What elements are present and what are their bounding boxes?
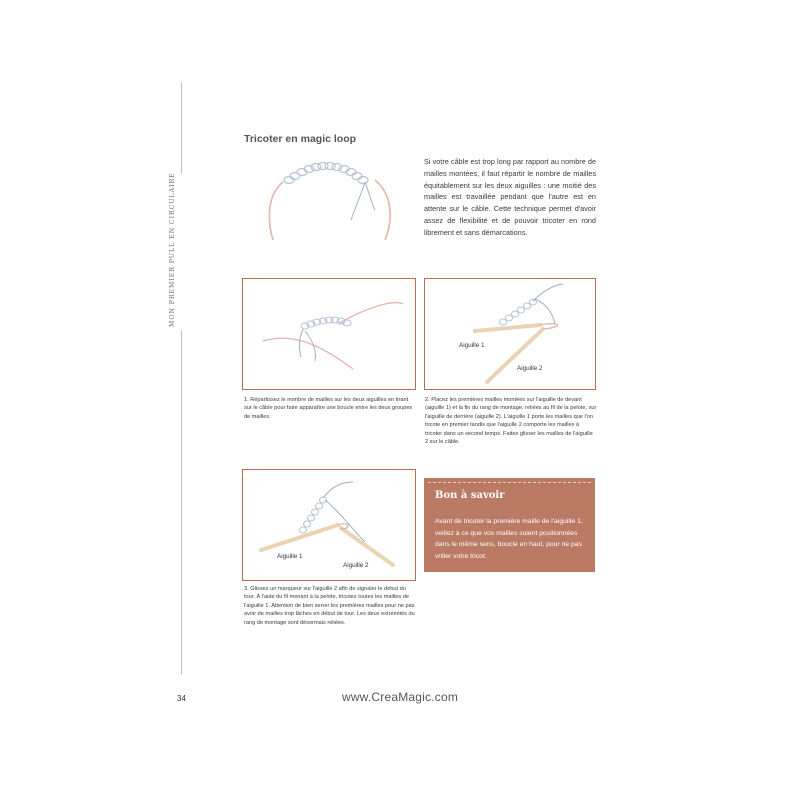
tip-box-title: Bon à savoir <box>435 490 505 501</box>
needle-1-label: Aiguille 1 <box>459 342 485 349</box>
page-number: 34 <box>177 694 186 703</box>
step-2-illustration-frame <box>424 278 596 390</box>
tip-box <box>424 478 595 572</box>
step-2-drawing <box>425 279 595 389</box>
margin-rule-bottom <box>181 330 182 675</box>
magic-loop-illustration <box>265 150 395 240</box>
section-title: Tricoter en magic loop <box>244 133 357 145</box>
step-3-drawing <box>243 470 415 580</box>
needle-2-label: Aiguille 2 <box>517 365 543 372</box>
needle-1-label: Aiguille 1 <box>277 553 303 560</box>
margin-rule-top <box>181 82 182 174</box>
step-1-drawing <box>243 279 415 389</box>
tip-box-body: Avant de tricoter la première maille de l'aiguille 1, veillez à ce que vos mailles soient positionnées dans le même sens, boucle en haut, pour ne pas vriller votre tricot. <box>435 518 583 560</box>
step-1-illustration-frame <box>242 278 416 390</box>
step-3-caption: 3. Glissez un marqueur sur l'aiguille 2 afin de signaler le début du tour. À l'aide du fil menant à la pelote, tricotez toutes les mailles de l'aiguille 1. Attention de bien serrer les premières mailles pour ne pas avoir de mailles trop lâches en début de tour. Les deux extrémités du rang de montage sont désormais reliées. <box>244 586 415 626</box>
tip-box-dashed-rule <box>428 482 591 483</box>
intro-paragraph: Si votre câble est trop long par rapport au nombre de mailles montées, il faut répartir le nombre de mailles équitablement sur les deux aiguilles : une moitié des mailles est travaillée pendant que l'autre est en attente sur le câble. Cette technique permet d'avoir assez de flexibilité et de pouvoir tricoter en rond librement et sans démarcations. <box>424 157 596 237</box>
step-1-caption: 1. Répartissez le nombre de mailles sur les deux aiguilles en tirant sur le câble pour faire apparaître une boucle entre les deux groupes de mailles. <box>244 397 413 420</box>
running-head-text: MON PREMIER PULL EN CIRCULAIRE <box>169 172 176 327</box>
step-2-caption: 2. Placez les premières mailles montées sur l'aiguille de devant (aiguille 1) et la fin du rang de montage, reliées au fil de la pelote, sur l'aiguille de derrière (aiguille 2). L'aiguille 1 porte les mailles que l'on tricote en premier tandis que l'aiguille 2 comporte les mailles à tricoter dans un second temps. Faites glisser les mailles de l'aiguille 2 sur le câble. <box>425 397 597 446</box>
step-3-illustration-frame <box>242 469 416 581</box>
needle-2-label: Aiguille 2 <box>343 562 369 569</box>
watermark: www.CreaMagic.com <box>341 690 459 704</box>
